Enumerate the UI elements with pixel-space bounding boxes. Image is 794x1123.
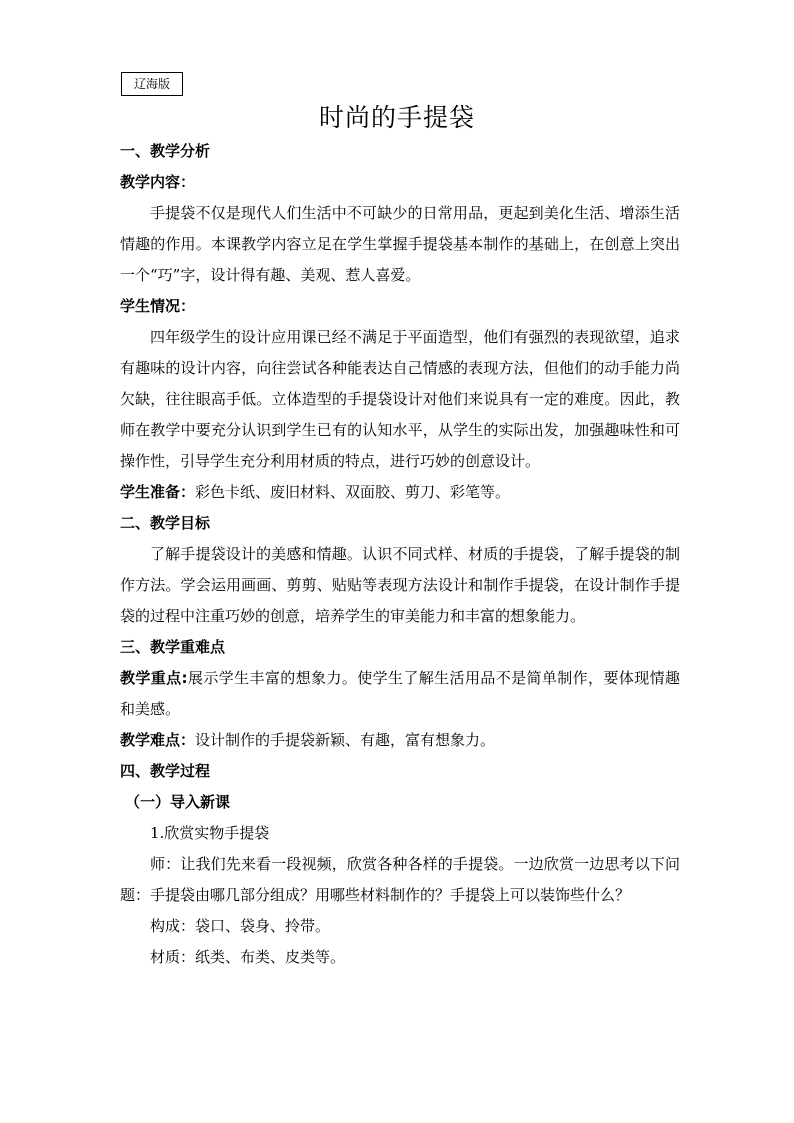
prep-line bbox=[120, 477, 680, 508]
document-body bbox=[120, 136, 680, 973]
key-text: 展示学生丰富的想象力。使学生了解生活用品不是简单制作，要体现情趣和美感。 bbox=[120, 669, 680, 718]
goals-paragraph: 了解手提袋设计的美感和情趣。认识不同式样、材质的手提袋，了解手提袋的制作方法。学会运用画画、剪剪、贴贴等表现方法设计和制作手提袋，在设计制作手提袋的过程中注重巧妙的创意，培养学生的审美能力和丰富的想象能力。 bbox=[120, 545, 680, 625]
material-line: 材质：纸类、布类、皮类等。 bbox=[150, 948, 346, 966]
prep-text: 彩色卡纸、废旧材料、双面胶、剪刀、彩笔等。 bbox=[195, 483, 511, 501]
key-line bbox=[120, 663, 680, 725]
students-paragraph: 四年级学生的设计应用课已经不满足于平面造型，他们有强烈的表现欲望，追求有趣味的设计内容，向往尝试各种能表达自己情感的表现方法，但他们的动手能力尚欠缺，往往眼高手低。立体造型的手提袋设计对他们来说具有一定的难度。因此，教师在教学中要充分认识到学生已有的认知水平，从学生的实际出发，加强趣味性和可操作性，引导学生充分利用材质的特点，进行巧妙的创意设计。 bbox=[120, 328, 680, 470]
difficult-label: 教学难点： bbox=[120, 731, 196, 749]
teacher-paragraph: 师：让我们先来看一段视频，欣赏各种各样的手提袋。一边欣赏一边思考以下问题：手提袋由哪几部分组成？用哪些材料制作的？手提袋上可以装饰些什么？ bbox=[120, 855, 680, 904]
prep-label: 学生准备： bbox=[120, 483, 196, 501]
difficult-text: 设计制作的手提袋新颖、有趣，富有想象力。 bbox=[195, 731, 496, 749]
page-title: 时尚的手提袋 bbox=[318, 103, 475, 132]
students-label: 学生情况： bbox=[120, 297, 196, 315]
section-heading-analysis: 一、教学分析 bbox=[120, 142, 211, 160]
key-label: 教学重点: bbox=[120, 669, 188, 687]
content-label: 教学内容： bbox=[120, 173, 196, 191]
section-heading-process: 四、教学过程 bbox=[120, 762, 211, 780]
section-heading-key: 三、教学重难点 bbox=[120, 638, 226, 656]
structure-line: 构成：袋口、袋身、拎带。 bbox=[150, 917, 331, 935]
content-paragraph: 手提袋不仅是现代人们生活中不可缺少的日常用品，更起到美化生活、增添生活情趣的作用。本课教学内容立足在学生掌握手提袋基本制作的基础上，在创意上突出一个“巧”字，设计得有趣、美观、惹人喜爱。 bbox=[120, 204, 680, 284]
step-1: 1.欣赏实物手提袋 bbox=[150, 824, 270, 842]
edition-badge: 辽海版 bbox=[121, 72, 183, 96]
section-heading-goals: 二、教学目标 bbox=[120, 514, 211, 532]
intro-heading: （一）导入新课 bbox=[125, 793, 231, 811]
difficult-line bbox=[120, 725, 680, 756]
